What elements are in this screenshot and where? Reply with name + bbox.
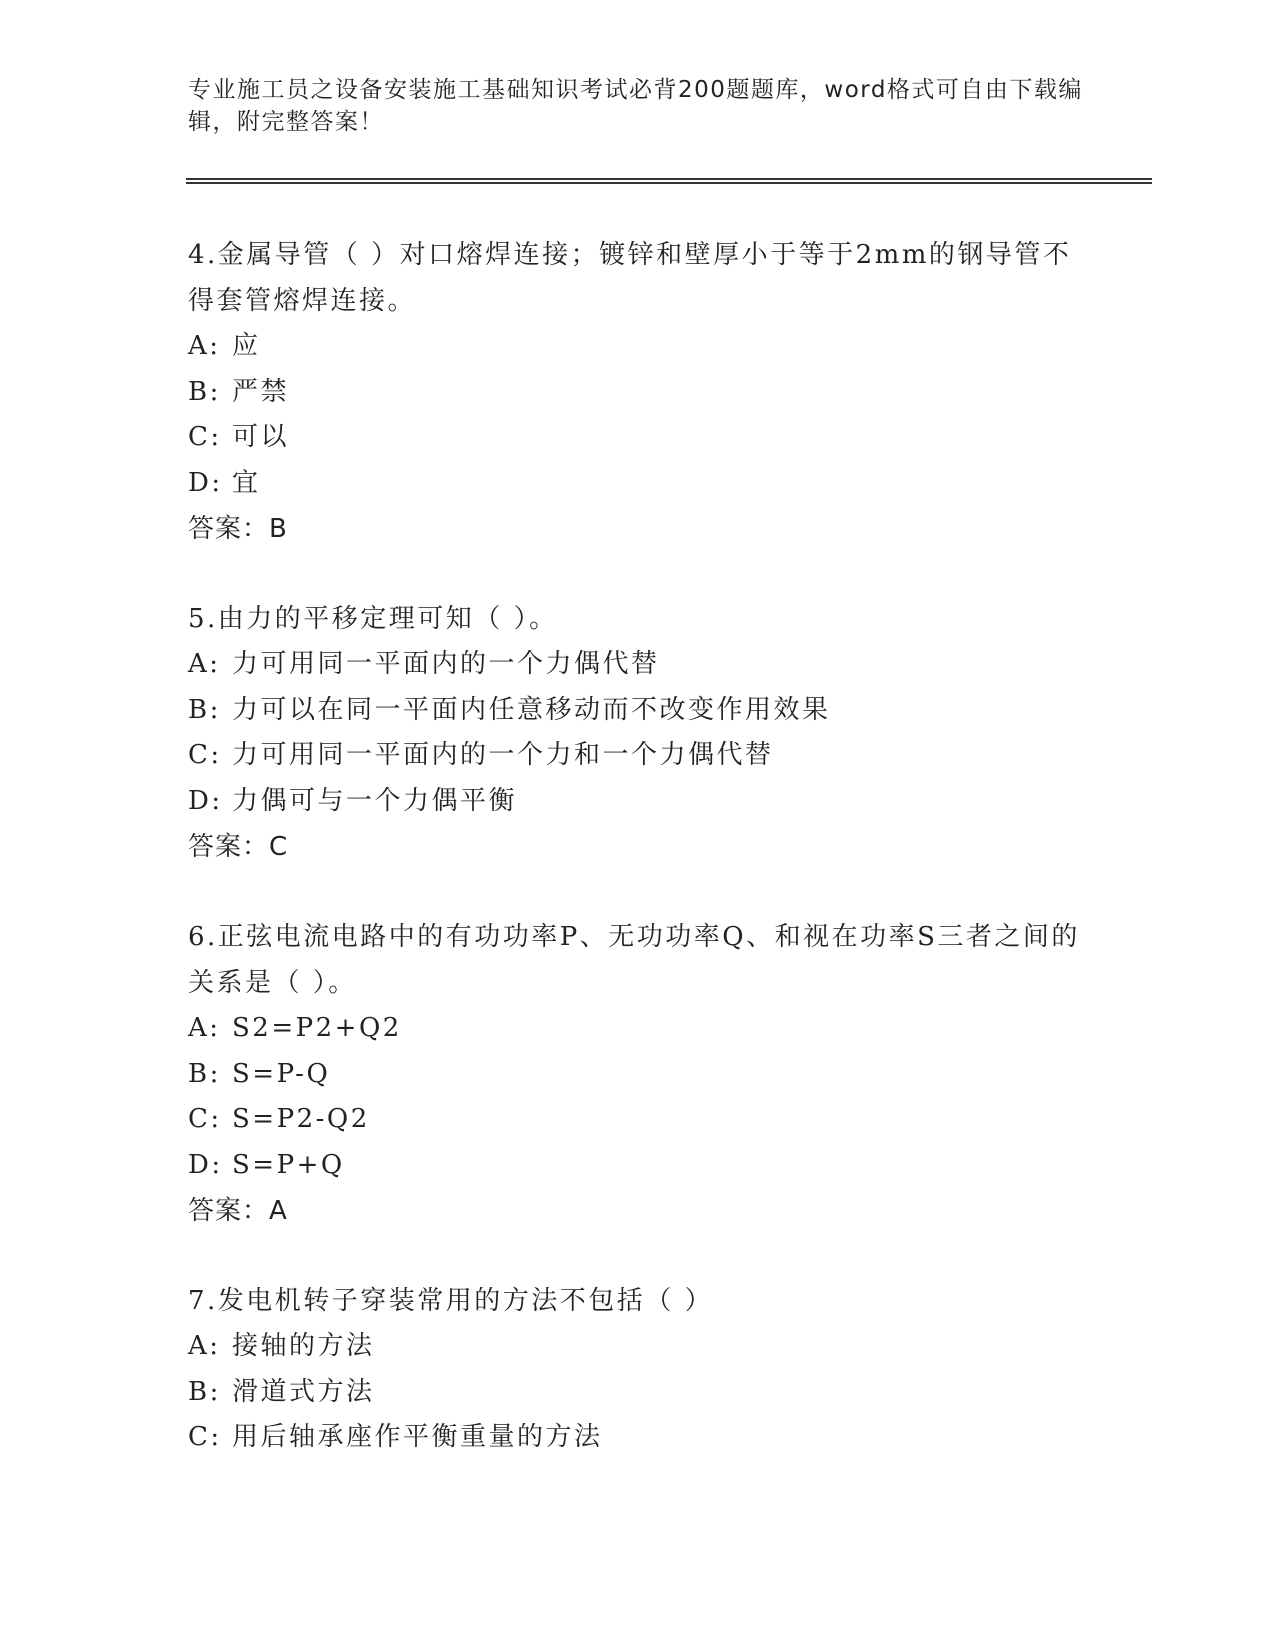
answer-line: 答案：C	[188, 832, 289, 862]
option-label: C:	[188, 422, 222, 452]
answer-line: 答案：B	[188, 514, 288, 544]
question-7	[188, 1278, 1088, 1461]
question-stem: 6.正弦电流电路中的有功功率P、无功功率Q、和视在功率S三者之间的关系是（ ）。	[188, 922, 1080, 998]
option-text: S=P+Q	[232, 1149, 345, 1180]
option-b	[188, 370, 1088, 416]
option-text: 接轴的方法	[232, 1331, 375, 1361]
question-4	[188, 232, 1088, 552]
option-text: 宜	[232, 467, 261, 498]
option-label: A:	[188, 331, 221, 361]
question-list	[188, 232, 1088, 1505]
option-text: S=P-Q	[232, 1058, 331, 1089]
option-label: C:	[188, 1422, 222, 1452]
option-label: A:	[188, 1013, 221, 1043]
option-d	[188, 779, 1088, 825]
question-stem: 7.发电机转子穿装常用的方法不包括（ ）	[188, 1286, 714, 1316]
option-text: 滑道式方法	[232, 1376, 375, 1407]
option-b	[188, 1370, 1088, 1416]
option-text: 用后轴承座作平衡重量的方法	[232, 1422, 603, 1452]
option-label: B:	[188, 1058, 221, 1089]
answer-line: 答案：A	[188, 1196, 288, 1226]
option-text: 力偶可与一个力偶平衡	[232, 785, 518, 816]
option-text: 严禁	[232, 376, 290, 407]
header-divider	[186, 178, 1152, 184]
option-a	[188, 1324, 1088, 1370]
option-label: B:	[188, 1376, 221, 1407]
option-label: C:	[188, 740, 222, 770]
option-label: C:	[188, 1104, 222, 1134]
option-text: S=P2-Q2	[232, 1104, 370, 1134]
option-c	[188, 1415, 1088, 1461]
document-header-title: 专业施工员之设备安装施工基础知识考试必背200题题库，word格式可自由下载编辑，附完整答案！	[188, 77, 1083, 135]
question-stem: 5.由力的平移定理可知（ ）。	[188, 604, 558, 634]
option-label: D:	[188, 1149, 223, 1180]
option-d	[188, 1143, 1088, 1189]
option-d	[188, 461, 1088, 507]
question-stem: 4.金属导管（ ）对口熔焊连接；镀锌和壁厚小于等于2mm的钢导管不得套管熔焊连接。	[188, 240, 1072, 316]
option-text: S2=P2+Q2	[232, 1013, 402, 1043]
option-label: B:	[188, 376, 221, 407]
option-label: B:	[188, 694, 221, 725]
option-text: 可以	[232, 422, 290, 452]
option-a	[188, 1006, 1088, 1052]
option-text: 力可用同一平面内的一个力和一个力偶代替	[232, 740, 774, 770]
option-text: 力可以在同一平面内任意移动而不改变作用效果	[232, 694, 831, 725]
option-a	[188, 642, 1088, 688]
option-c	[188, 415, 1088, 461]
option-b	[188, 1052, 1088, 1098]
question-5	[188, 596, 1088, 870]
option-a	[188, 324, 1088, 370]
option-label: D:	[188, 467, 223, 498]
option-b	[188, 688, 1088, 734]
option-label: D:	[188, 785, 223, 816]
option-label: A:	[188, 649, 221, 679]
option-c	[188, 1097, 1088, 1143]
option-text: 力可用同一平面内的一个力偶代替	[232, 649, 660, 679]
question-6	[188, 914, 1088, 1234]
option-text: 应	[232, 331, 261, 361]
option-label: A:	[188, 1331, 221, 1361]
option-c	[188, 733, 1088, 779]
